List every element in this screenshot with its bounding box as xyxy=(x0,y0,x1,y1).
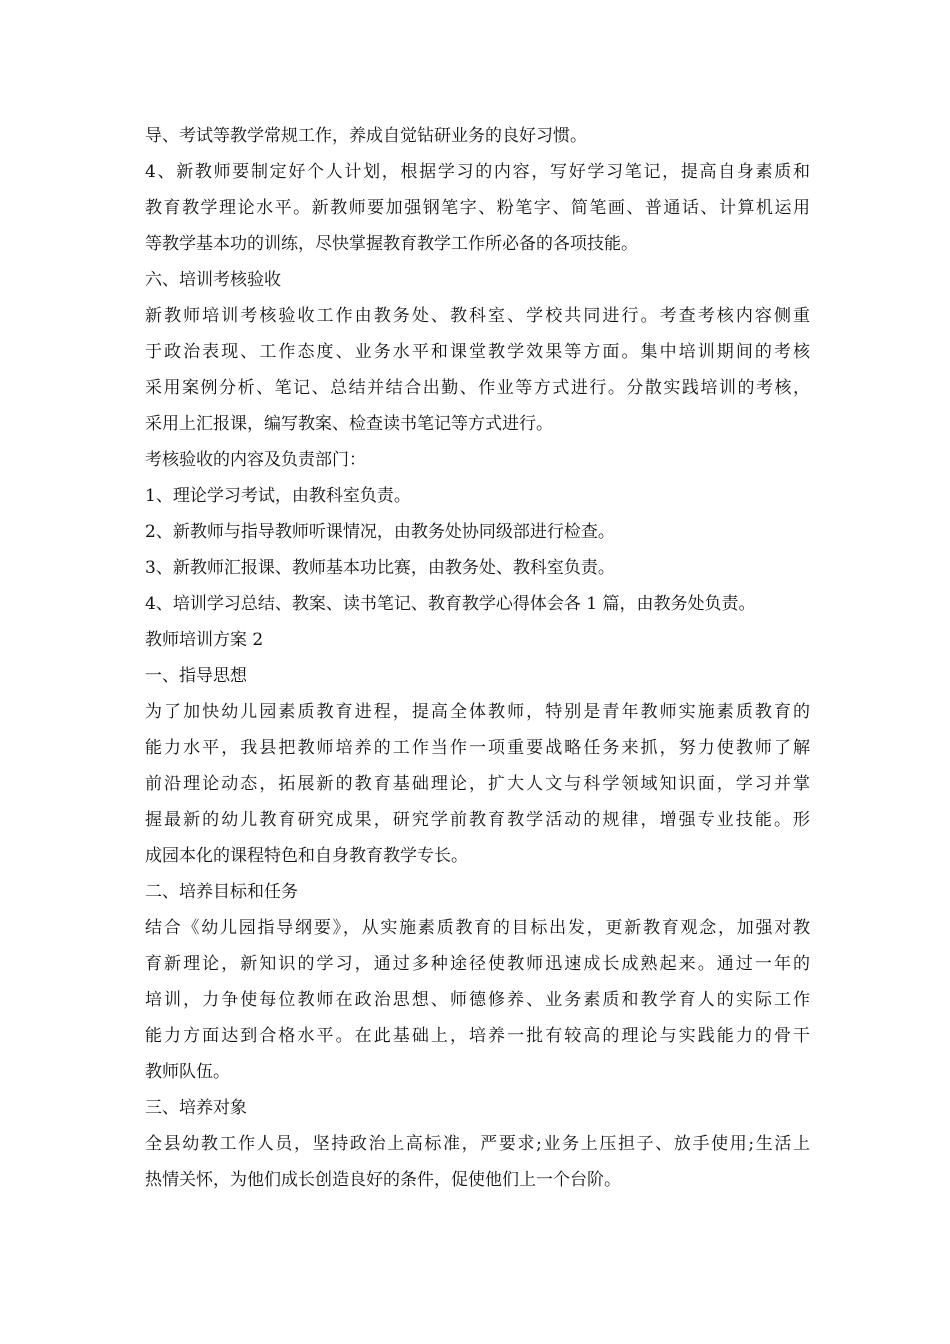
list-item: 1、理论学习考试，由教科室负责。 xyxy=(145,486,411,506)
text-line: 采用上汇报课，编写教案、检查读书笔记等方式进行。 xyxy=(145,414,553,434)
list-item: 3、新教师汇报课、教师基本功比赛，由教务处、教科室负责。 xyxy=(145,558,615,578)
section-heading: 二、培养目标和任务 xyxy=(145,882,298,902)
text-line: 4、新教师要制定好个人计划，根据学习的内容，写好学习笔记，提高自身素质和 xyxy=(145,162,810,182)
text-line: 等教学基本功的训练，尽快掌握教育教学工作所必备的各项技能。 xyxy=(145,234,638,254)
text-line: 能力方面达到合格水平。在此基础上，培养一批有较高的理论与实践能力的骨干 xyxy=(145,1026,810,1046)
document-title: 教师培训方案 2 xyxy=(145,630,264,650)
document-body xyxy=(145,118,810,1198)
section-heading: 六、培训考核验收 xyxy=(145,270,281,290)
section-heading: 三、培养对象 xyxy=(145,1098,247,1118)
text-line: 结合《幼儿园指导纲要》，从实施素质教育的目标出发，更新教育观念，加强对教 xyxy=(145,918,810,938)
list-item: 2、新教师与指导教师听课情况，由教务处协同级部进行检查。 xyxy=(145,522,615,542)
text-line: 热情关怀，为他们成长创造良好的条件，促使他们上一个台阶。 xyxy=(145,1170,621,1190)
text-line: 全县幼教工作人员，坚持政治上高标准，严要求;业务上压担子、放手使用;生活上 xyxy=(145,1134,810,1154)
section-heading: 一、指导思想 xyxy=(145,666,247,686)
text-line: 考核验收的内容及负责部门： xyxy=(145,450,366,470)
text-line: 育新理论，新知识的学习，通过多种途径使教师迅速成长成熟起来。通过一年的 xyxy=(145,954,810,974)
list-item: 4、培训学习总结、教案、读书笔记、教育教学心得体会各 1 篇，由教务处负责。 xyxy=(145,594,756,614)
text-line: 握最新的幼儿教育研究成果，研究学前教育教学活动的规律，增强专业技能。形 xyxy=(145,810,810,830)
text-line: 教育教学理论水平。新教师要加强钢笔字、粉笔字、简笔画、普通话、计算机运用 xyxy=(145,198,810,218)
text-line: 成园本化的课程特色和自身教育教学专长。 xyxy=(145,846,468,866)
text-line: 为了加快幼儿园素质教育进程，提高全体教师，特别是青年教师实施素质教育的 xyxy=(145,702,810,722)
text-line: 培训，力争使每位教师在政治思想、师德修养、业务素质和教学育人的实际工作 xyxy=(145,990,810,1010)
text-line: 导、考试等教学常规工作，养成自觉钻研业务的良好习惯。 xyxy=(145,126,587,146)
text-line: 前沿理论动态，拓展新的教育基础理论，扩大人文与科学领域知识面，学习并掌 xyxy=(145,774,810,794)
text-line: 采用案例分析、笔记、总结并结合出勤、作业等方式进行。分散实践培训的考核， xyxy=(145,378,810,398)
text-line: 于政治表现、工作态度、业务水平和课堂教学效果等方面。集中培训期间的考核 xyxy=(145,342,810,362)
text-line: 能力水平，我县把教师培养的工作当作一项重要战略任务来抓，努力使教师了解 xyxy=(145,738,810,758)
text-line: 新教师培训考核验收工作由教务处、教科室、学校共同进行。考查考核内容侧重 xyxy=(145,306,810,326)
text-line: 教师队伍。 xyxy=(145,1062,230,1082)
